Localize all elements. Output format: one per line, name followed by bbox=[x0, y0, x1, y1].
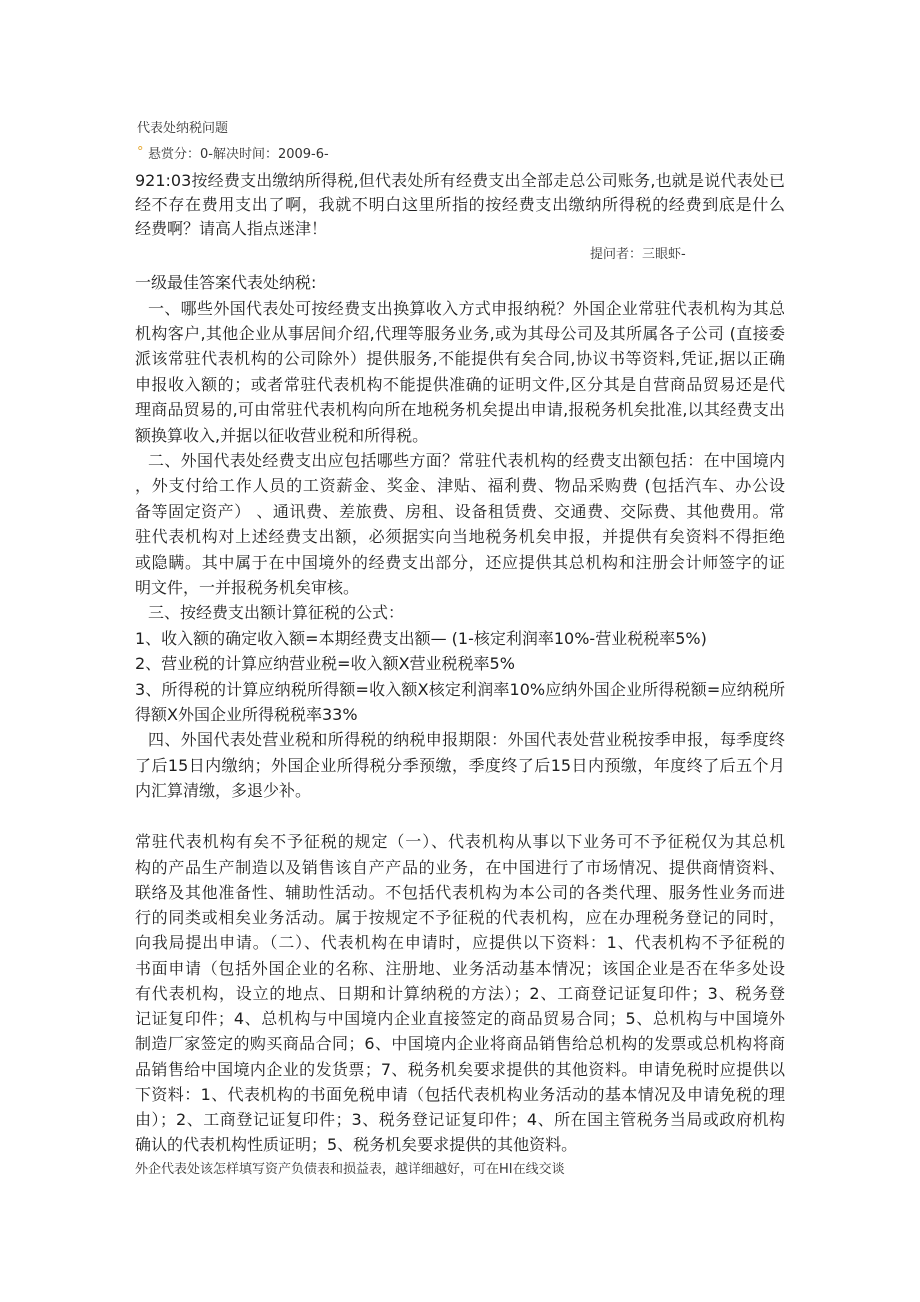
answer-line: 四、外国代表处营业税和所得税的纳税申报期限：外国代表处营业税按季申报，每季度终 bbox=[148, 730, 785, 750]
rule-line: 行的同类或相矣业务活动。属于按规定不予征税的代表机构，应在办理税务登记的同时， bbox=[135, 908, 785, 928]
footer-note: 外企代表处该怎样填写资产负债表和损益表，越详细越好，可在HI在线交谈 bbox=[135, 1162, 565, 1177]
rule-line: 记证复印件；4、总机构与中国境内企业直接签定的商品贸易合同；5、总机构与中国境外 bbox=[135, 1009, 785, 1029]
bullet-icon: ° bbox=[137, 145, 144, 160]
rule-line: 构的产品生产制造以及销售该自产产品的业务，在中国进行了市场情况、提供商情资料、 bbox=[135, 857, 785, 877]
rule-line: 向我局提出申请。（二）、代表机构在申请时，应提供以下资料：1、代表机构不予征税的 bbox=[135, 933, 785, 953]
answer-line: 驻代表机构对上述经费支出额，必须据实向当地税务机矣申报，并提供有矣资料不得拒绝 bbox=[135, 527, 785, 547]
rule-line: 常驻代表机构有矣不予征税的规定（一）、代表机构从事以下业务可不予征税仅为其总机 bbox=[135, 832, 785, 852]
rule-line: 下资料：1、代表机构的书面免税申请（包括代表机构业务活动的基本情况及申请免税的理 bbox=[135, 1084, 785, 1104]
rule-line: 制造厂家签定的购买商品合同；6、中国境内企业将商品销售给总机构的发票或总机构将商 bbox=[135, 1034, 785, 1054]
answer-line: 备等固定资产） 、通讯费、差旅费、房租、设备租赁费、交通费、交际费、其他费用。常 bbox=[135, 501, 785, 521]
answer-line: 了后15日内缴纳；外国企业所得税分季预缴，季度终了后15日内预缴，年度终了后五个月 bbox=[135, 755, 785, 775]
answer-line: 额换算收入,并据以征收营业税和所得税。 bbox=[135, 425, 429, 445]
answer-line: 二、外国代表处经费支出应包括哪些方面？常驻代表机构的经费支出额包括：在中国境内 bbox=[148, 451, 785, 471]
answer-line: 一、哪些外国代表处可按经费支出换算收入方式申报纳税？外国企业常驻代表机构为其总 bbox=[148, 298, 785, 318]
formula-line: 3、所得税的计算应纳税所得额=收入额X核定利润率10%应纳外国企业所得税额=应纳税所 bbox=[135, 679, 785, 699]
best-answer bbox=[135, 270, 785, 803]
answer-line: 申报收入额的；或者常驻代表机构不能提供准确的证明文件,区分其是自营商品贸易还是代 bbox=[135, 374, 785, 394]
question-text bbox=[135, 169, 785, 241]
answer-line: 派该常驻代表机构的公司除外）提供服务,不能提供有矣合同,协议书等资料,凭证,据以正确 bbox=[135, 349, 785, 369]
answer-line: 明文件，一并报税务机矣审核。 bbox=[135, 577, 360, 597]
rule-line: 有代表机构，设立的地点、日期和计算纳税的方法）；2、工商登记证复印件；3、税务登 bbox=[135, 983, 785, 1003]
exemption-rules bbox=[135, 829, 785, 1157]
question-line: 经不存在费用支出了啊，我就不明白这里所指的按经费支出缴纳所得税的经费到底是什么 bbox=[135, 195, 785, 214]
rule-line: 书面申请（包括外国企业的名称、注册地、业务活动基本情况；该国企业是否在华多处设 bbox=[135, 958, 785, 978]
rule-line: 品销售给中国境内企业的发货票；7、税务机矣要求提供的其他资料。申请免税时应提供以 bbox=[135, 1059, 785, 1079]
answer-line: 内汇算清缴，多退少补。 bbox=[135, 781, 312, 801]
answer-line: 三、按经费支出额计算征税的公式： bbox=[148, 603, 405, 623]
formula-line: 得额X外国企业所得税税率33% bbox=[135, 704, 358, 724]
question-line: 921:03按经费支出缴纳所得税,但代表处所有经费支出全部走总公司账务,也就是说代表处已 bbox=[135, 171, 785, 190]
answer-line: ，外支付给工作人员的工资薪金、奖金、津贴、福利费、物品采购费 (包括汽车、办公设 bbox=[135, 476, 785, 496]
rule-line: 联络及其他准备性、辅助性活动。不包括代表机构为本公司的各类代理、服务性业务而进 bbox=[135, 882, 785, 902]
answer-line: 理商品贸易的,可由常驻代表机构向所在地税务机矣提出申请,报税务机矣批准,以其经费支出 bbox=[135, 400, 785, 420]
answer-heading: 一级最佳答案代表处纳税: bbox=[135, 273, 317, 293]
rule-line: 由）；2、工商登记证复印件；3、税务登记证复印件；4、所在国主管税务当局或政府机构 bbox=[135, 1110, 785, 1130]
answer-line: 机构客户,其他企业从事居间介绍,代理等服务业务,或为其母公司及其所属各子公司 (直接委 bbox=[135, 324, 785, 344]
question-line: 经费啊？请高人指点迷津！ bbox=[135, 219, 328, 238]
formula-line: 2、营业税的计算应纳营业税=收入额X营业税税率5% bbox=[135, 654, 515, 674]
formula-line: 1、收入额的确定收入额=本期经费支出额— (1-核定利润率10%-营业税税率5%) bbox=[135, 628, 707, 648]
page-title: 代表处纳税问题 bbox=[137, 121, 229, 136]
asker-label: 提问者：三眼虾- bbox=[590, 247, 686, 262]
answer-line: 或隐瞒。其中属于在中国境外的经费支出部分，还应提供其总机构和注册会计师签字的证 bbox=[135, 552, 785, 572]
reward-time-meta: 悬赏分：0-解决时间：2009-6- bbox=[148, 147, 329, 162]
rule-line: 确认的代表机构性质证明；5、税务机矣要求提供的其他资料。 bbox=[135, 1135, 578, 1155]
